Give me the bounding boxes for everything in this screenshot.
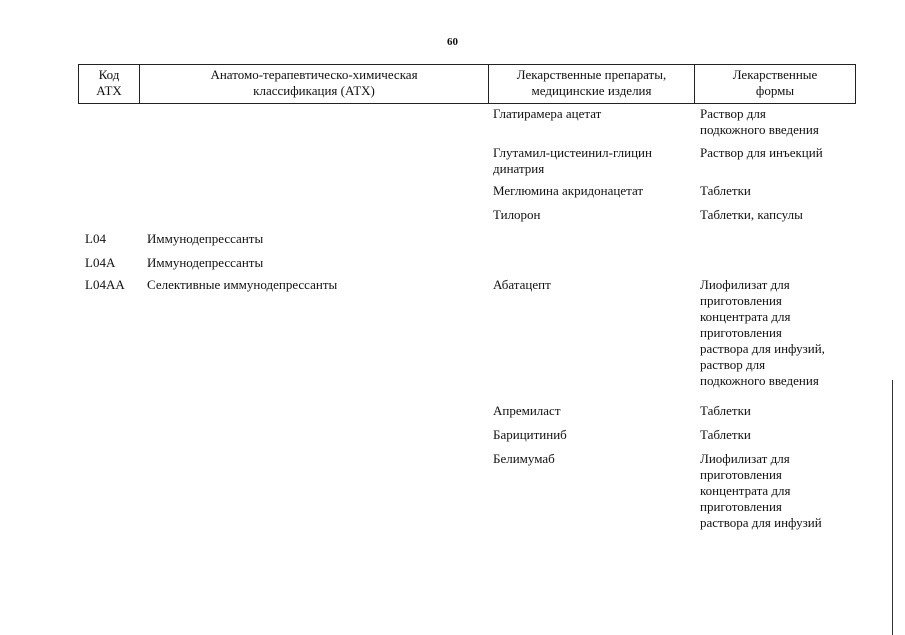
page-edge-rule bbox=[892, 380, 893, 635]
row-drug: Тилорон bbox=[493, 207, 541, 222]
row-form: Лиофилизат для приготовления концентрата для приготовления раствора для инфузий, раствор для подкожного введения bbox=[700, 277, 825, 388]
row-code: L04A bbox=[85, 255, 116, 270]
row-code: L04 bbox=[85, 231, 106, 246]
row-drug: Глутамил-цистеинил-глицин динатрия bbox=[493, 145, 652, 176]
row-drug: Абатацепт bbox=[493, 277, 551, 292]
row-classification: Иммунодепрессанты bbox=[147, 231, 264, 246]
row-form: Таблетки bbox=[700, 427, 751, 442]
row-drug: Апремиласт bbox=[493, 403, 561, 418]
header-code: Код АТХ bbox=[79, 65, 140, 103]
row-form: Таблетки, капсулы bbox=[700, 207, 803, 222]
header-classification: Анатомо-терапевтическо-химическая классификация (АТХ) bbox=[140, 65, 489, 103]
header-forms: Лекарственные формы bbox=[732, 67, 818, 98]
header-drugs: Лекарственные препараты, медицинские изделия bbox=[489, 65, 695, 103]
row-form: Таблетки bbox=[700, 403, 751, 418]
row-form: Раствор для инъекций bbox=[700, 145, 823, 160]
row-classification: Иммунодепрессанты bbox=[147, 255, 264, 270]
page-number: 60 bbox=[447, 36, 458, 48]
row-form: Таблетки bbox=[700, 183, 751, 198]
row-form: Лиофилизат для приготовления концентрата для приготовления раствора для инфузий bbox=[700, 451, 822, 530]
row-drug: Меглюмина акридонацетат bbox=[493, 183, 644, 198]
row-drug: Белимумаб bbox=[493, 451, 555, 466]
row-classification: Селективные иммунодепрессанты bbox=[147, 277, 338, 292]
row-drug: Барицитиниб bbox=[493, 427, 567, 442]
row-code: L04AA bbox=[85, 277, 125, 292]
row-drug: Глатирамера ацетат bbox=[493, 106, 602, 121]
table-header bbox=[78, 64, 856, 104]
row-form: Раствор для подкожного введения bbox=[700, 106, 819, 137]
